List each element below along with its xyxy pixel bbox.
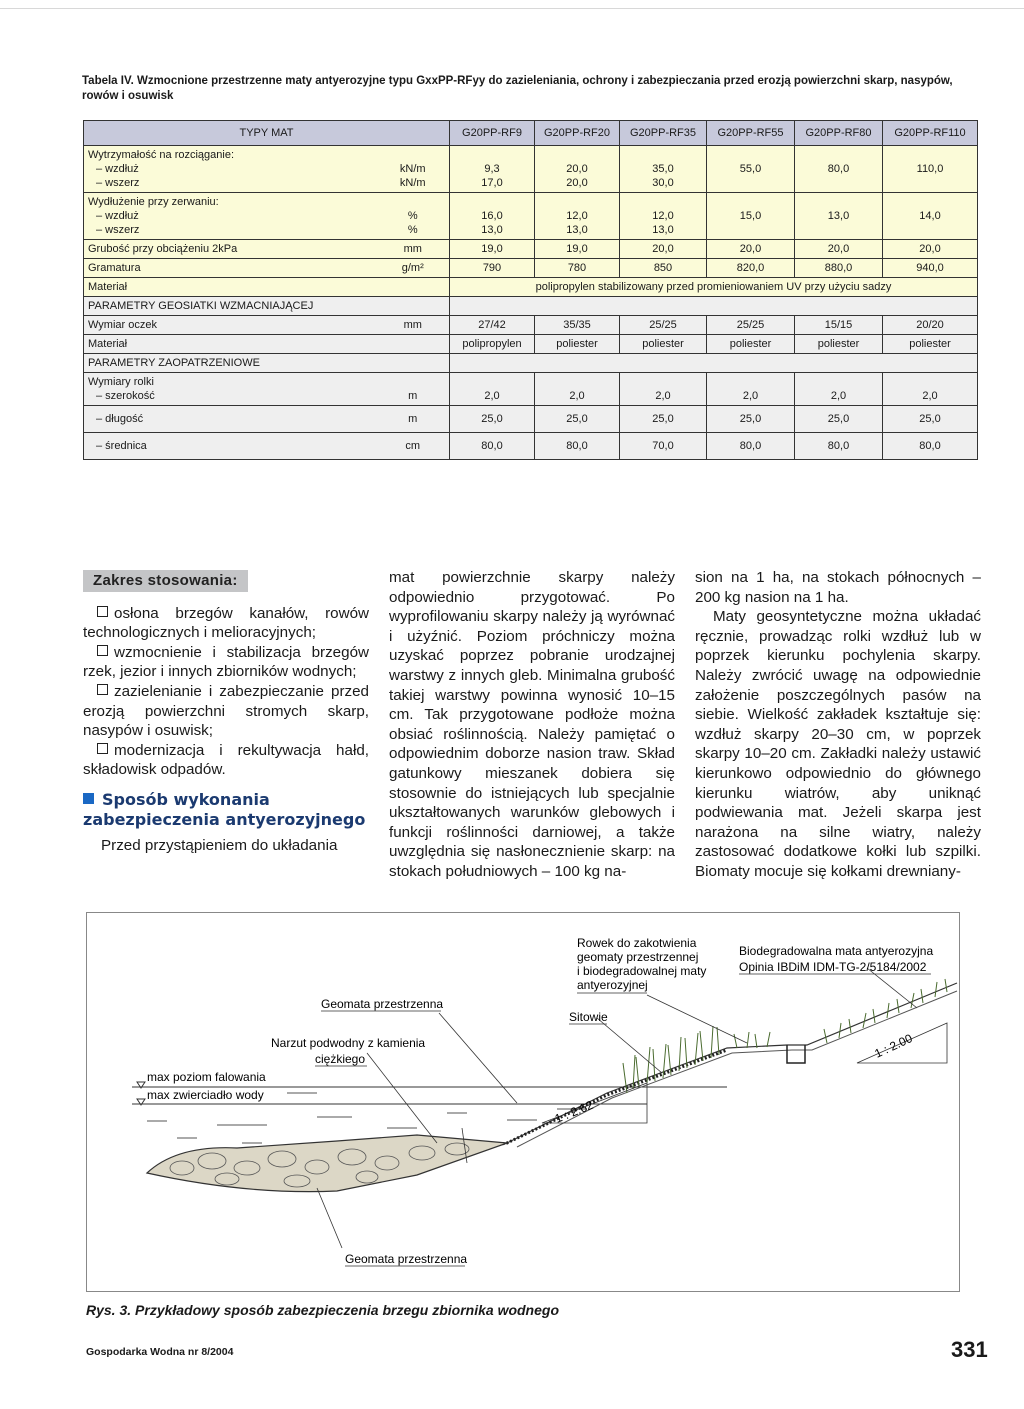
- table-header-row: [84, 121, 978, 146]
- cell: 2,0: [707, 373, 795, 406]
- cell: 20,0: [707, 240, 795, 259]
- bullet-text: osłona brzegów kanałów, rowów technologicznych i melioracyjnych;: [83, 604, 369, 642]
- paragraph: sion na 1 ha, na stokach północnych – 200 kg nasion na 1 ha.: [695, 569, 981, 606]
- table-row: [84, 240, 978, 259]
- cell: 780: [535, 259, 620, 278]
- figure-caption: Rys. 3. Przykładowy sposób zabezpieczenia brzegu zbiornika wodnego: [86, 1302, 559, 1318]
- cell: poliester: [707, 335, 795, 354]
- cell: 25,0: [535, 406, 620, 433]
- cell: 2,0: [620, 373, 707, 406]
- cell: 25/25: [707, 316, 795, 335]
- row-label: – średnica: [84, 433, 377, 460]
- cell: 25,0: [450, 406, 535, 433]
- cell: poliester: [620, 335, 707, 354]
- cell: poliester: [883, 335, 978, 354]
- type-col-1: G20PP-RF9: [450, 121, 535, 146]
- text-column-3: [695, 568, 981, 882]
- row-label: Grubość przy obciążeniu 2kPa: [84, 240, 377, 259]
- cell: 35,0 30,0: [620, 146, 707, 193]
- table-row: [84, 433, 978, 460]
- table-row: [84, 193, 978, 240]
- text-column-2: [389, 568, 675, 882]
- cell: 19,0: [450, 240, 535, 259]
- cell: 80,0: [795, 433, 883, 460]
- row-unit: kN/m kN/m: [377, 146, 450, 193]
- checkbox-bullet-icon: [97, 743, 108, 754]
- cell: 80,0: [883, 433, 978, 460]
- table-row: [84, 335, 978, 354]
- cell: 16,0 13,0: [450, 193, 535, 240]
- section-zaopatrzeniowe: PARAMETRY ZAOPATRZENIOWE: [84, 354, 450, 373]
- bullet-text: wzmocnienie i stabilizacja brzegów rzek, jezior i innych zbiorników wodnych;: [83, 643, 369, 681]
- paragraph: mat powierzchnie skarpy należy odpowiednio przygotować. Po wyprofilowaniu skarpy należy ją wyrównać i użyźnić. Poziom próchniczy można uzyskać poprzez pobranie urodzajnej warstwy z innych gleb. Minimalna grubość takiej warstwy powinna wynosić 10–15 cm. Tak przygotowane podłoże można obsiać roślinnością. Należy pamiętać o odpowiednim doborze nasion traw. Skład gatunkowy mieszanek dobiera się stosownie do istniejących lub specjalnie ukształtowanych warunków glebowych i funkcji roślinności darniowej, a także uwzględnia się nasłonecznienie skarp: na stokach południowych – 100 kg na-: [389, 569, 675, 880]
- cell: 20/20: [883, 316, 978, 335]
- fig-label-biomata: Biodegradowalna mata antyerozyjna: [739, 944, 934, 958]
- row-unit: g/m²: [377, 259, 450, 278]
- cell: 80,0: [535, 433, 620, 460]
- fig-label-max-zwierciadlo: max zwierciadło wody: [147, 1088, 264, 1102]
- bullet-text: zazielenianie i zabezpieczanie przed erozją powierzchni stromych skarp, nasypów i osuwisk;: [83, 682, 369, 740]
- table-row: [84, 316, 978, 335]
- fig-label-rowek-4: antyerozyjnej: [577, 978, 648, 992]
- cell: 25,0: [707, 406, 795, 433]
- embankment-diagram: [87, 913, 959, 1291]
- page-number: 331: [951, 1337, 988, 1362]
- row-label: Wydłużenie przy zerwaniu: – wzdłuż – wszerz: [84, 193, 377, 240]
- table-section-row: [84, 354, 978, 373]
- cell: 80,0: [795, 146, 883, 193]
- fig-label-rowek-3: i biodegradowalnej maty: [577, 964, 707, 978]
- type-col-2: G20PP-RF20: [535, 121, 620, 146]
- cell: 790: [450, 259, 535, 278]
- cell: 940,0: [883, 259, 978, 278]
- row-unit: mm: [377, 240, 450, 259]
- cell: 15,0: [707, 193, 795, 240]
- cell: 12,0 13,0: [620, 193, 707, 240]
- bullet-text: modernizacja i rekultywacja hałd, składowisk odpadów.: [83, 741, 369, 779]
- fig-label-geomata-bottom: Geomata przestrzenna: [345, 1252, 468, 1266]
- paragraph: Maty geosyntetyczne można układać ręcznie, prowadząc rolki wzdłuż lub w poprzek kierunku pochylenia skarpy. Należy zwrócić uwagę na odpowiednie założenie poszczególnych pasów na siebie. Wielkość zakładek kształtuje się: wzdłuż skarpy 20–30 cm, w poprzek skarpy 10–20 cm. Zakładki należy ustawić kierunkowo odpowiednio do głównego kierunku wiatrów, aby uniknąć podwiewania mat. Jeżeli skarpa jest narażona na silne wiatry, należy zastosować dodatkowe kołki lub szpilki. Biomaty mocuje się kołkami drewniany-: [695, 608, 981, 880]
- fig-slope-lower: 1 : 2.62: [552, 1097, 596, 1126]
- cell: 25,0: [883, 406, 978, 433]
- table-row: [84, 373, 978, 406]
- row-label: Wytrzymałość na rozciąganie: – wzdłuż – wszerz: [84, 146, 377, 193]
- cell: 55,0: [707, 146, 795, 193]
- header-types: TYPY MAT: [84, 121, 450, 146]
- row-unit: [377, 278, 450, 297]
- fig-label-rowek-2: geomaty przestrzennej: [577, 950, 699, 964]
- cell: 9,3 17,0: [450, 146, 535, 193]
- cell: 820,0: [707, 259, 795, 278]
- cell: 20,0: [883, 240, 978, 259]
- cell: polipropylen: [450, 335, 535, 354]
- cell: 2,0: [450, 373, 535, 406]
- cell: 25,0: [795, 406, 883, 433]
- type-col-3: G20PP-RF35: [620, 121, 707, 146]
- fig-label-narzut-2: ciężkiego: [315, 1052, 366, 1066]
- cell: 14,0: [883, 193, 978, 240]
- section-heading: Sposób wykonania zabezpieczenia antyerozyjnego: [83, 789, 366, 829]
- cell: 2,0: [795, 373, 883, 406]
- spec-table: [83, 120, 978, 460]
- square-bullet-icon: [83, 793, 94, 804]
- cell: 880,0: [795, 259, 883, 278]
- row-label: Materiał: [84, 278, 377, 297]
- material-value: polipropylen stabilizowany przed promieniowaniem UV przy użyciu sadzy: [450, 278, 978, 297]
- cell: poliester: [795, 335, 883, 354]
- fig-label-opinia: Opinia IBDiM IDM-TG-2/5184/2002: [739, 960, 927, 974]
- row-label: Wymiary rolki – szerokość: [84, 373, 377, 406]
- checkbox-bullet-icon: [97, 645, 108, 656]
- figure-box: [86, 912, 960, 1292]
- row-unit: [377, 335, 450, 354]
- type-col-4: G20PP-RF55: [707, 121, 795, 146]
- table-section-row: [84, 297, 978, 316]
- cell: 19,0: [535, 240, 620, 259]
- fig-slope-upper: 1 : 2.00: [872, 1031, 915, 1061]
- paragraph: Przed przystąpieniem do układania: [101, 836, 338, 854]
- cell: 110,0: [883, 146, 978, 193]
- page-top-rule: [0, 8, 1024, 9]
- fig-label-sitowie: Sitowie: [569, 1010, 608, 1024]
- cell: 13,0: [795, 193, 883, 240]
- row-unit: cm: [377, 433, 450, 460]
- table-row: [84, 278, 978, 297]
- row-label: Gramatura: [84, 259, 377, 278]
- table-row: [84, 406, 978, 433]
- table-row: [84, 259, 978, 278]
- type-col-6: G20PP-RF110: [883, 121, 978, 146]
- table-caption: Tabela IV. Wzmocnione przestrzenne maty antyerozyjne typu GxxPP-RFyy do zazieleniania, ochrony i zabezpieczania przed erozją powierzchni skarp, nasypów, rowów i osuwisk: [82, 75, 953, 102]
- cell: 12,0 13,0: [535, 193, 620, 240]
- type-col-5: G20PP-RF80: [795, 121, 883, 146]
- fig-label-geomata-top: Geomata przestrzenna: [321, 997, 444, 1011]
- cell: 80,0: [707, 433, 795, 460]
- cell: 80,0: [450, 433, 535, 460]
- row-unit: % %: [377, 193, 450, 240]
- section-geosiatka: PARAMETRY GEOSIATKI WZMACNIAJĄCEJ: [84, 297, 450, 316]
- checkbox-bullet-icon: [97, 684, 108, 695]
- cell: 20,0: [795, 240, 883, 259]
- fig-label-rowek: Rowek do zakotwienia: [577, 936, 697, 950]
- cell: 25,0: [620, 406, 707, 433]
- row-label: Materiał: [84, 335, 377, 354]
- cell: 70,0: [620, 433, 707, 460]
- cell: 25/25: [620, 316, 707, 335]
- cell: 2,0: [535, 373, 620, 406]
- cell: 20,0: [620, 240, 707, 259]
- row-label: – długość: [84, 406, 377, 433]
- row-unit: m: [377, 373, 450, 406]
- fig-label-narzut: Narzut podwodny z kamienia: [271, 1036, 426, 1050]
- cell: poliester: [535, 335, 620, 354]
- fig-label-max-falowania: max poziom falowania: [147, 1070, 266, 1084]
- row-label: Wymiar oczek: [84, 316, 377, 335]
- cell: 2,0: [883, 373, 978, 406]
- row-unit: m: [377, 406, 450, 433]
- table-row: [84, 146, 978, 193]
- zakres-heading: Zakres stosowania:: [83, 570, 248, 592]
- cell: 27/42: [450, 316, 535, 335]
- row-unit: mm: [377, 316, 450, 335]
- cell: 850: [620, 259, 707, 278]
- text-column-1: [83, 570, 369, 856]
- journal-footer: Gospodarka Wodna nr 8/2004: [86, 1346, 234, 1358]
- cell: 20,0 20,0: [535, 146, 620, 193]
- cell: 15/15: [795, 316, 883, 335]
- checkbox-bullet-icon: [97, 606, 108, 617]
- cell: 35/35: [535, 316, 620, 335]
